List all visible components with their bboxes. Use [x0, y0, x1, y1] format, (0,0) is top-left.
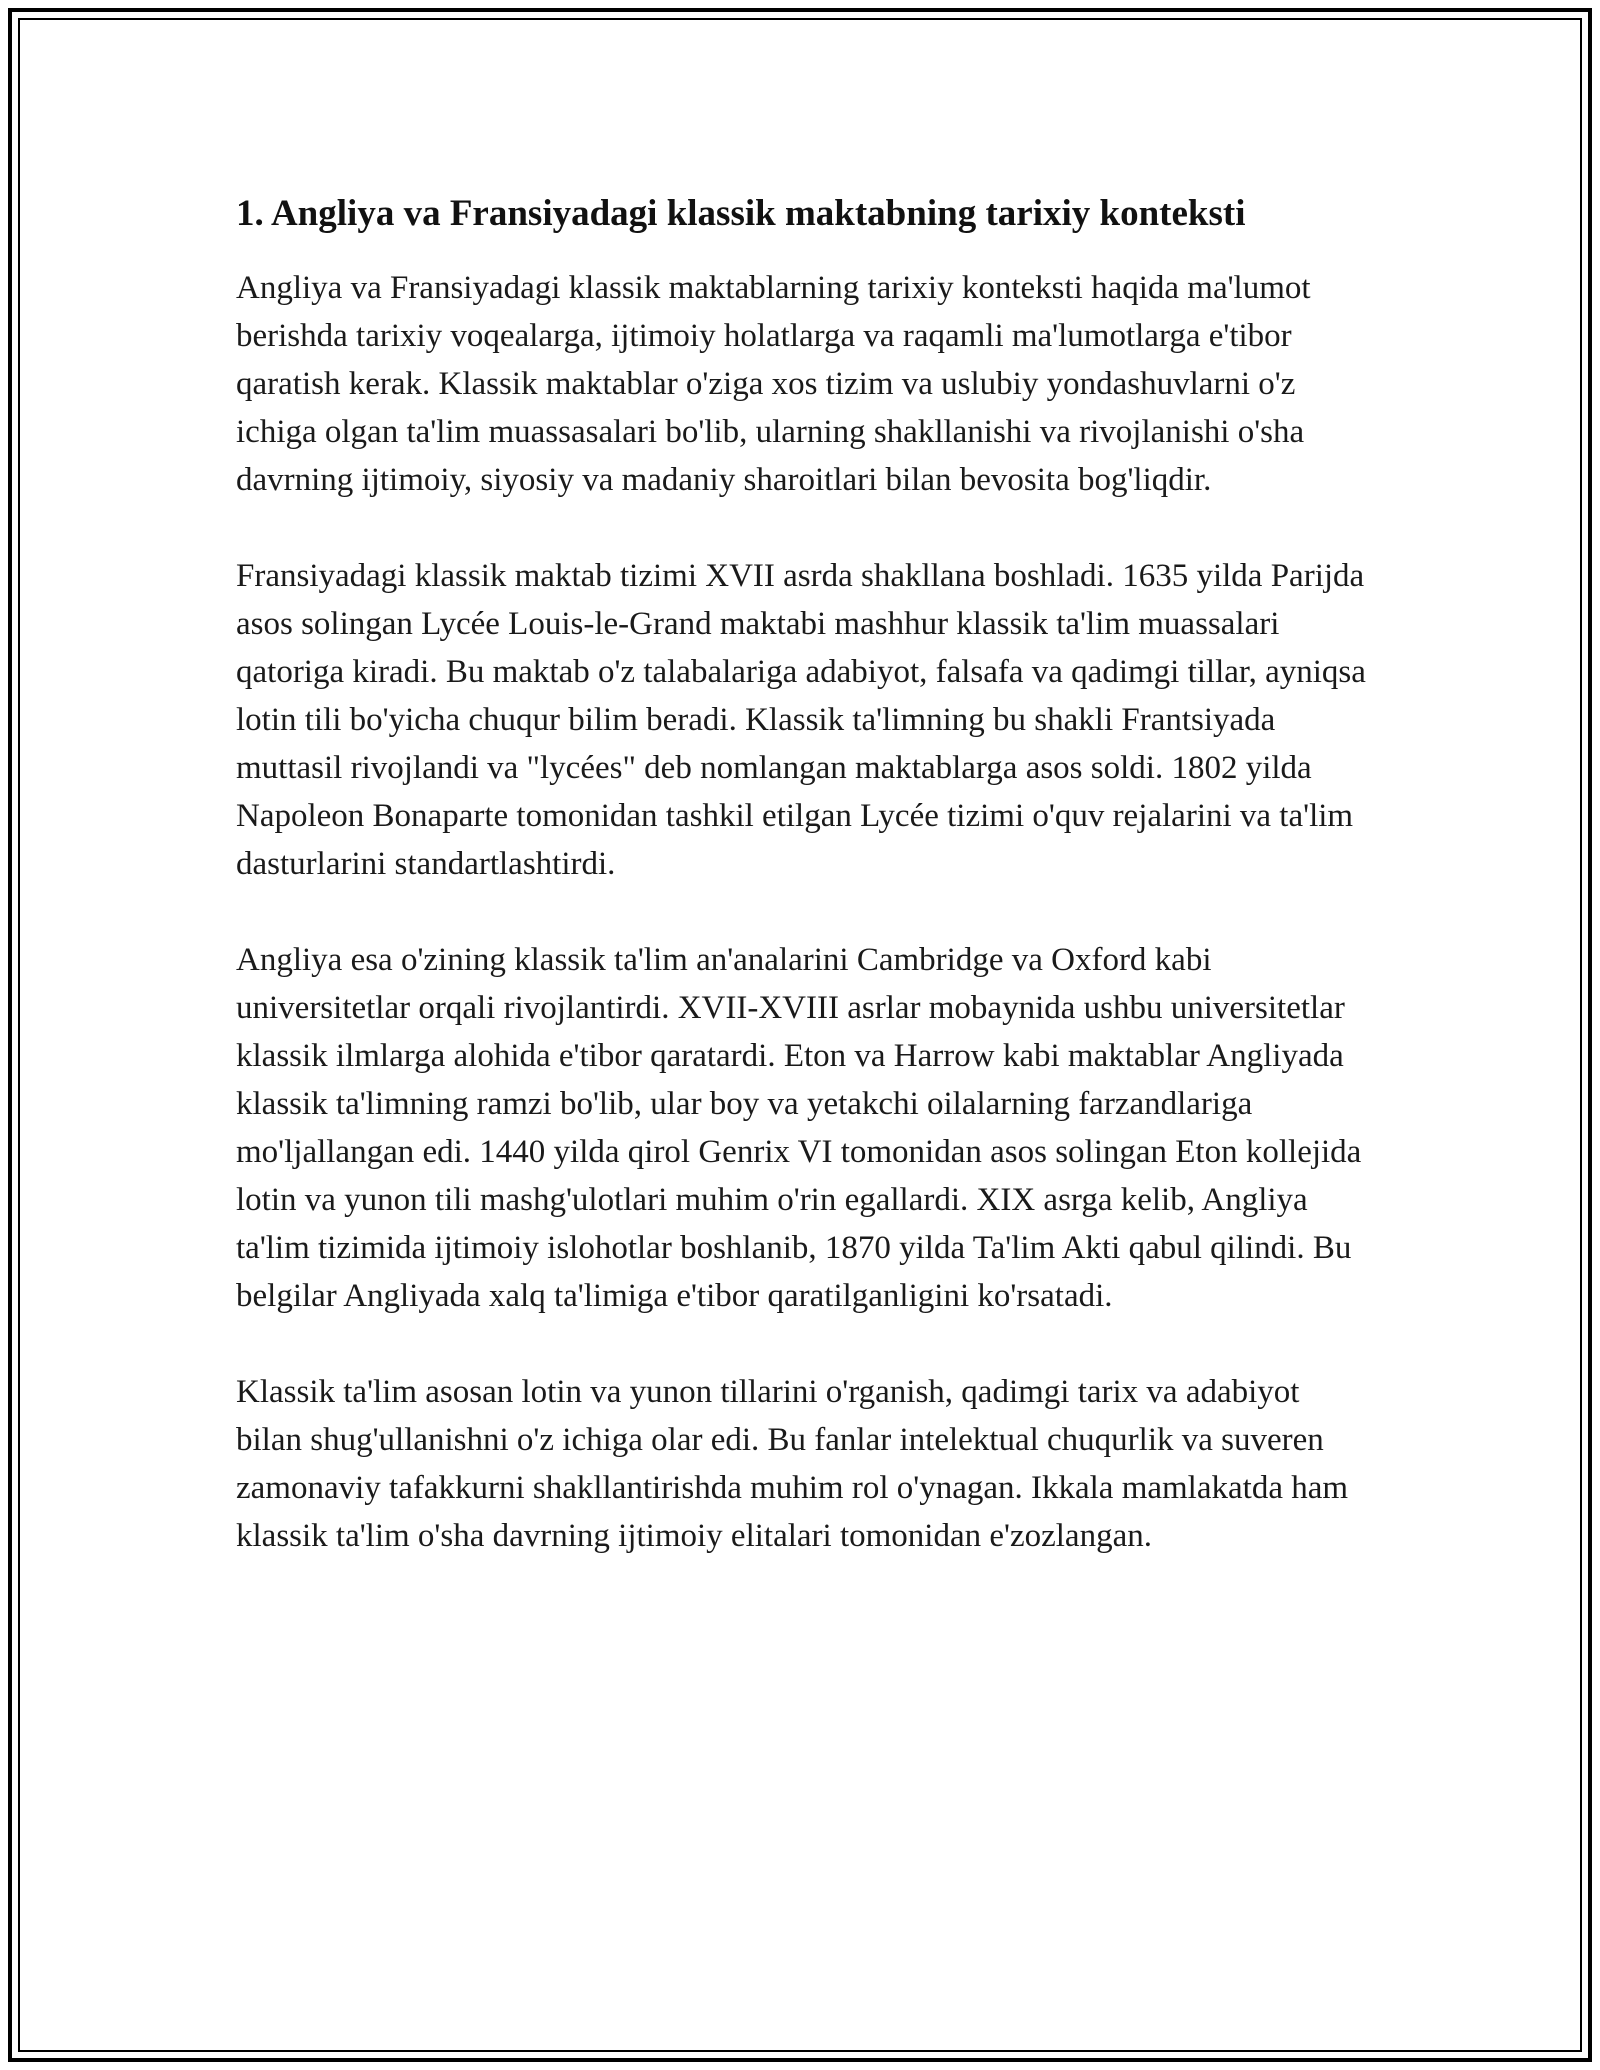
section-heading: 1. Angliya va Fransiyadagi klassik maktabning tarixiy konteksti [236, 193, 1246, 234]
paragraph-historical-context: Angliya va Fransiyadagi klassik maktablarning tarixiy konteksti haqida ma'lumot berishda tarixiy voqealarga, ijtimoiy holatlarga va raqamli ma'lumotlarga e'tibor qaratish kerak. Klassik maktablar o'ziga xos tizim va uslubiy yondashuvlarni o'z ichiga olgan ta'lim muassasalari bo'lib, ularning shakllanishi va rivojlanishi o'sha davrning ijtimoiy, siyosiy va madaniy sharoitlari bilan bevosita bog'liqdir. [236, 270, 1311, 498]
paragraph-england: Angliya esa o'zining klassik ta'lim an'analarini Cambridge va Oxford kabi universitetlar orqali rivojlantirdi. XVII-XVIII asrlar mobaynida ushbu universitetlar klassik ilmlarga alohida e'tibor qaratardi. Eton va Harrow kabi maktablar Angliyada klassik ta'limning ramzi bo'lib, ular boy va yetakchi oilalarning farzandlariga mo'ljallangan edi. 1440 yilda qirol Genrix VI tomonidan asos solingan Eton kollejida lotin va yunon tili mashg'ulotlari muhim o'rin egallardi. XIX asrga kelib, Angliya ta'lim tizimida ijtimoiy islohotlar boshlanib, 1870 yilda Ta'lim Akti qabul qilindi. Bu belgilar Angliyada xalq ta'limiga e'tibor qaratilganligini ko'rsatadi. [236, 942, 1362, 1314]
paragraph-france: Fransiyadagi klassik maktab tizimi XVII asrda shakllana boshladi. 1635 yilda Parijda asos solingan Lycée Louis-le-Grand maktabi mashhur klassik ta'lim muassalari qatoriga kiradi. Bu maktab o'z talabalariga adabiyot, falsafa va qadimgi tillar, ayniqsa lotin tili bo'yicha chuqur bilim beradi. Klassik ta'limning bu shakli Frantsiyada muttasil rivojlandi va "lycées" deb nomlangan maktablarga asos soldi. 1802 yilda Napoleon Bonaparte tomonidan tashkil etilgan Lycée tizimi o'quv rejalarini va ta'lim dasturlarini standartlashtirdi. [236, 558, 1366, 882]
document-body [236, 186, 1366, 1608]
paragraph-classical-education: Klassik ta'lim asosan lotin va yunon tillarini o'rganish, qadimgi tarix va adabiyot bilan shug'ullanishni o'z ichiga olar edi. Bu fanlar intelektual chuqurlik va suveren zamonaviy tafakkurni shakllantirishda muhim rol o'ynagan. Ikkala mamlakatda ham klassik ta'lim o'sha davrning ijtimoiy elitalari tomonidan e'zozlangan. [236, 1374, 1349, 1554]
